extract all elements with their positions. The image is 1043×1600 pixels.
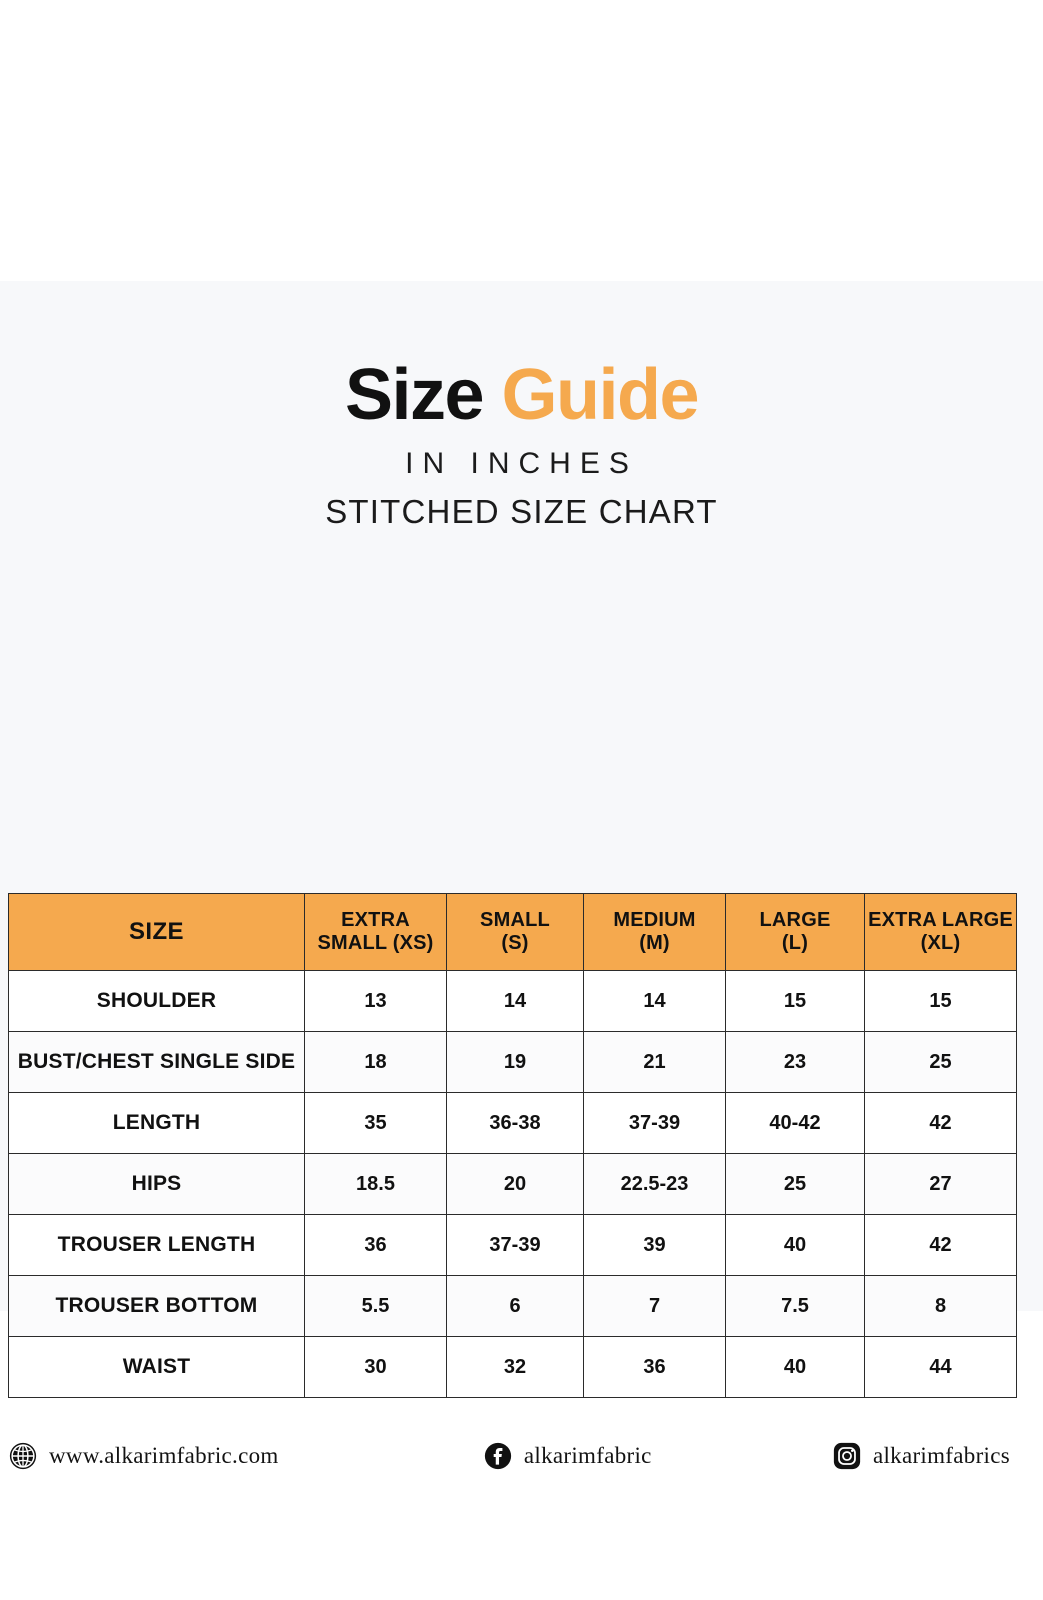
column-header-l <box>726 894 865 971</box>
column-header-xl <box>865 894 1017 971</box>
cell-value: 7 <box>584 1276 726 1337</box>
footer-facebook-label: alkarimfabric <box>523 1443 652 1468</box>
page-title-dark: Size <box>344 355 484 435</box>
cell-value: 35 <box>305 1093 447 1154</box>
facebook-icon <box>483 1441 513 1471</box>
row-label: BUST/CHEST SINGLE SIDE <box>9 1032 305 1093</box>
cell-value: 32 <box>447 1337 584 1398</box>
cell-value: 6 <box>447 1276 584 1337</box>
column-header-xs <box>305 894 447 971</box>
page-title-accent: Guide <box>501 355 699 435</box>
cell-value: 25 <box>865 1032 1017 1093</box>
cell-value: 20 <box>447 1154 584 1215</box>
column-header-size-line1: SIZE <box>129 918 184 946</box>
cell-value: 39 <box>584 1215 726 1276</box>
table-row <box>9 1154 1017 1215</box>
row-label: LENGTH <box>9 1093 305 1154</box>
table-row <box>9 1276 1017 1337</box>
instagram-icon <box>832 1441 862 1471</box>
column-header-l-line2: (L) <box>781 932 809 954</box>
cell-value: 22.5-23 <box>584 1154 726 1215</box>
table-row <box>9 1337 1017 1398</box>
cell-value: 23 <box>726 1032 865 1093</box>
footer-facebook[interactable] <box>483 1441 652 1471</box>
cell-value: 21 <box>584 1032 726 1093</box>
globe-icon <box>8 1441 38 1471</box>
cell-value: 36 <box>584 1337 726 1398</box>
cell-value: 40-42 <box>726 1093 865 1154</box>
table-header-row <box>9 894 1017 971</box>
cell-value: 27 <box>865 1154 1017 1215</box>
cell-value: 25 <box>726 1154 865 1215</box>
column-header-m-line2: (M) <box>639 932 670 954</box>
cell-value: 15 <box>865 971 1017 1032</box>
column-header-xs-line2: SMALL (XS) <box>317 932 434 954</box>
column-header-m <box>584 894 726 971</box>
cell-value: 42 <box>865 1093 1017 1154</box>
column-header-s-line2: (S) <box>501 932 529 954</box>
cell-value: 19 <box>447 1032 584 1093</box>
table-row <box>9 1093 1017 1154</box>
cell-value: 13 <box>305 971 447 1032</box>
cell-value: 44 <box>865 1337 1017 1398</box>
cell-value: 37-39 <box>584 1093 726 1154</box>
cell-value: 5.5 <box>305 1276 447 1337</box>
footer-website-label: www.alkarimfabric.com <box>49 1443 279 1468</box>
table-row <box>9 971 1017 1032</box>
footer-website[interactable] <box>8 1441 279 1471</box>
cell-value: 42 <box>865 1215 1017 1276</box>
cell-value: 37-39 <box>447 1215 584 1276</box>
table-row <box>9 1032 1017 1093</box>
size-guide-panel <box>0 281 1043 1468</box>
column-header-s <box>447 894 584 971</box>
cell-value: 36 <box>305 1215 447 1276</box>
header-block <box>0 281 1043 531</box>
footer <box>8 1441 1016 1471</box>
column-header-s-line1: SMALL <box>480 909 550 931</box>
row-label: WAIST <box>9 1337 305 1398</box>
cell-value: 30 <box>305 1337 447 1398</box>
cell-value: 7.5 <box>726 1276 865 1337</box>
column-header-xl-line1: EXTRA LARGE <box>868 909 1013 931</box>
cell-value: 40 <box>726 1215 865 1276</box>
size-chart-table <box>8 893 1017 1398</box>
page-title <box>0 355 1043 435</box>
column-header-size <box>9 894 305 971</box>
cell-value: 36-38 <box>447 1093 584 1154</box>
cell-value: 18 <box>305 1032 447 1093</box>
cell-value: 14 <box>584 971 726 1032</box>
footer-instagram[interactable] <box>832 1441 1010 1471</box>
column-header-m-line1: MEDIUM <box>613 909 696 931</box>
row-label: SHOULDER <box>9 971 305 1032</box>
cell-value: 40 <box>726 1337 865 1398</box>
subtitle-unit: IN INCHES <box>405 447 638 480</box>
row-label: HIPS <box>9 1154 305 1215</box>
cell-value: 14 <box>447 971 584 1032</box>
cell-value: 18.5 <box>305 1154 447 1215</box>
column-header-xs-line1: EXTRA <box>341 909 410 931</box>
table-row <box>9 1215 1017 1276</box>
column-header-l-line1: LARGE <box>759 909 831 931</box>
column-header-xl-line2: (XL) <box>920 932 961 954</box>
row-label: TROUSER LENGTH <box>9 1215 305 1276</box>
footer-instagram-label: alkarimfabrics <box>872 1443 1010 1468</box>
subtitle-chart-type: STITCHED SIZE CHART <box>325 493 718 530</box>
cell-value: 15 <box>726 971 865 1032</box>
row-label: TROUSER BOTTOM <box>9 1276 305 1337</box>
size-chart-table-wrap <box>8 893 1016 1398</box>
cell-value: 8 <box>865 1276 1017 1337</box>
